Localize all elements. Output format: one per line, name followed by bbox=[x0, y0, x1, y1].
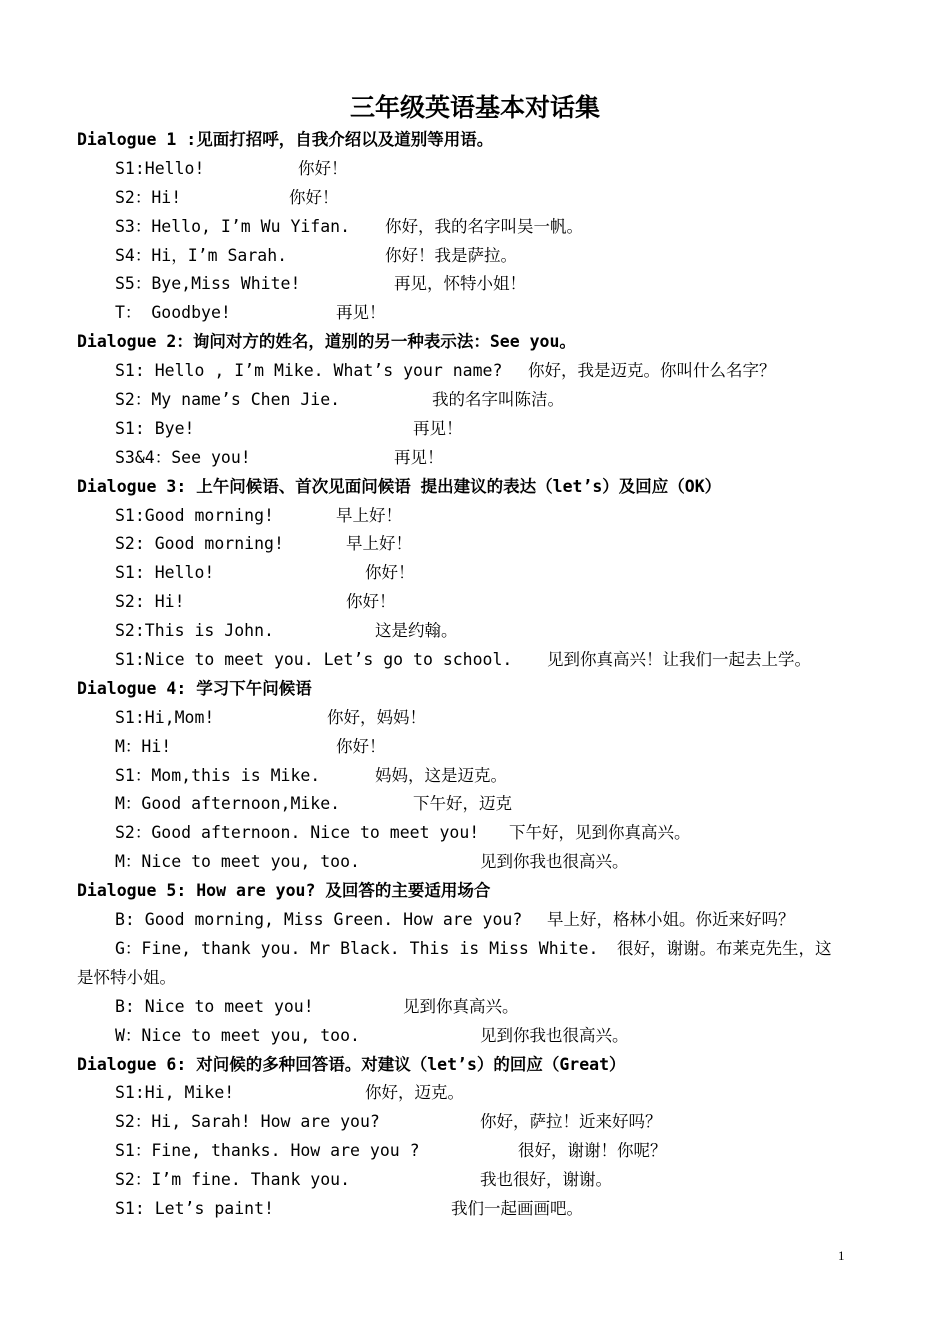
dialogue-line bbox=[77, 704, 877, 733]
dialogue-line bbox=[77, 733, 877, 762]
english-text: M：Good afternoon,Mike. bbox=[115, 794, 341, 814]
chinese-text-continued: 是怀特小姐。 bbox=[77, 967, 176, 987]
dialogue-line bbox=[77, 1166, 877, 1195]
english-text: S2: Hi! bbox=[115, 592, 185, 612]
chinese-text: 你好！我是萨拉。 bbox=[385, 245, 517, 265]
dialogue-line bbox=[77, 386, 877, 415]
dialogue-heading: Dialogue 3: 上午问候语、首次见面问候语 提出建议的表达（let’s）及回应（OK） bbox=[77, 476, 722, 496]
dialogue-heading: Dialogue 4: 学习下午问候语 bbox=[77, 678, 312, 698]
dialogue-line bbox=[77, 762, 877, 791]
english-text: M：Nice to meet you, too. bbox=[115, 852, 360, 872]
chinese-text: 这是约翰。 bbox=[375, 621, 458, 641]
dialogue-line bbox=[77, 1079, 877, 1108]
dialogue-line bbox=[77, 906, 877, 935]
chinese-text: 早上好！ bbox=[336, 505, 402, 525]
dialogue-line bbox=[77, 790, 877, 819]
page-title: 三年级英语基本对话集 bbox=[349, 93, 600, 122]
dialogue-line bbox=[77, 502, 877, 531]
chinese-text: 你好，萨拉！近来好吗？ bbox=[480, 1112, 662, 1132]
chinese-text: 你好！ bbox=[365, 563, 415, 583]
english-text: S1:Hi, Mike! bbox=[115, 1083, 235, 1103]
english-text: G：Fine, thank you. Mr Black. This is Miss White. bbox=[115, 938, 599, 958]
dialogue-line bbox=[77, 530, 877, 559]
dialogue-heading: Dialogue 1 :见面打招呼，自我介绍以及道别等用语。 bbox=[77, 130, 494, 149]
chinese-text: 你好，我的名字叫吴一帆。 bbox=[385, 216, 583, 236]
chinese-text: 你好，我是迈克。你叫什么名字？ bbox=[528, 361, 776, 381]
chinese-text: 见到你真高兴！让我们一起去上学。 bbox=[547, 650, 811, 670]
chinese-text: 早上好，格林小姐。你近来好吗？ bbox=[547, 910, 795, 930]
dialogue-line bbox=[77, 819, 877, 848]
dialogue-line bbox=[77, 588, 877, 617]
dialogue-heading: Dialogue 2：询问对方的姓名，道别的另一种表示法：See you。 bbox=[77, 332, 576, 352]
english-text: S1: Hello! bbox=[115, 563, 215, 583]
english-text: S1: Hello , I’m Mike. What’s your name? bbox=[115, 361, 503, 381]
chinese-text: 你好！ bbox=[346, 592, 396, 612]
chinese-text: 妈妈，这是迈克。 bbox=[375, 765, 507, 785]
chinese-text: 再见！ bbox=[336, 303, 386, 323]
english-text: T： Goodbye! bbox=[115, 303, 231, 323]
english-text: S2: Good morning! bbox=[115, 534, 284, 554]
english-text: S3：Hello, I’m Wu Yifan. bbox=[115, 216, 351, 236]
dialogue-heading: Dialogue 6: 对问候的多种回答语。对建议（let’s）的回应（Great） bbox=[77, 1054, 626, 1074]
english-text: W：Nice to meet you, too. bbox=[115, 1025, 360, 1045]
chinese-text: 见到你真高兴。 bbox=[403, 996, 519, 1016]
dialogue-line bbox=[77, 559, 877, 588]
dialogue-line bbox=[77, 299, 877, 328]
english-text: S2：Hi! bbox=[115, 187, 182, 207]
chinese-text: 你好！ bbox=[289, 187, 339, 207]
dialogue-line bbox=[77, 270, 877, 299]
dialogue-line bbox=[77, 184, 877, 213]
chinese-text: 早上好！ bbox=[346, 534, 412, 554]
english-text: S4：Hi，I’m Sarah. bbox=[115, 245, 288, 265]
dialogue-line bbox=[77, 1137, 877, 1166]
chinese-text: 再见！ bbox=[394, 447, 444, 467]
chinese-text: 你好，妈妈！ bbox=[327, 707, 426, 727]
chinese-text: 见到你我也很高兴。 bbox=[480, 852, 629, 872]
chinese-text: 我的名字叫陈洁。 bbox=[432, 390, 564, 410]
chinese-text: 你好！ bbox=[298, 158, 348, 178]
dialogue-line bbox=[77, 213, 877, 242]
dialogue-line bbox=[77, 848, 877, 877]
dialogue-heading: Dialogue 5: How are you? 及回答的主要适用场合 bbox=[77, 881, 491, 901]
dialogue-line bbox=[77, 155, 877, 184]
english-text: B: Nice to meet you! bbox=[115, 996, 314, 1016]
chinese-text: 很好，谢谢！你呢？ bbox=[518, 1141, 667, 1161]
dialogue-line-wrapped bbox=[77, 935, 877, 993]
dialogue-line bbox=[77, 444, 877, 473]
english-text: S1:Nice to meet you. Let’s go to school. bbox=[115, 650, 513, 670]
dialogue-line bbox=[77, 1195, 877, 1224]
english-text: S1：Mom,this is Mike. bbox=[115, 765, 321, 785]
english-text: S1：Fine, thanks. How are you ? bbox=[115, 1141, 420, 1161]
dialogue-content bbox=[77, 126, 877, 1224]
english-text: S1: Bye! bbox=[115, 418, 195, 438]
chinese-text: 很好，谢谢。布莱克先生，这 bbox=[617, 938, 832, 958]
chinese-text: 下午好，见到你真高兴。 bbox=[509, 823, 691, 843]
dialogue-line bbox=[77, 1108, 877, 1137]
chinese-text: 你好，迈克。 bbox=[365, 1083, 464, 1103]
chinese-text: 你好！ bbox=[336, 736, 386, 756]
dialogue-line bbox=[77, 646, 877, 675]
english-text: S1:Hello! bbox=[115, 158, 205, 178]
dialogue-line bbox=[77, 415, 877, 444]
chinese-text: 见到你我也很高兴。 bbox=[480, 1025, 629, 1045]
english-text: S2：My name’s Chen Jie. bbox=[115, 390, 341, 410]
english-text: S1:Hi,Mom! bbox=[115, 707, 215, 727]
english-text: M：Hi! bbox=[115, 736, 172, 756]
english-text: S5：Bye,Miss White! bbox=[115, 274, 301, 294]
english-text: S2：Good afternoon. Nice to meet you! bbox=[115, 823, 480, 843]
english-text: S1:Good morning! bbox=[115, 505, 274, 525]
english-text: S3&4：See you! bbox=[115, 447, 251, 467]
page-number: 1 bbox=[838, 1248, 845, 1263]
chinese-text: 再见！ bbox=[413, 418, 463, 438]
english-text: B: Good morning, Miss Green. How are you? bbox=[115, 910, 523, 930]
english-text: S2:This is John. bbox=[115, 621, 274, 641]
english-text: S2：Hi, Sarah! How are you? bbox=[115, 1112, 380, 1132]
dialogue-line bbox=[77, 993, 877, 1022]
dialogue-line bbox=[77, 357, 877, 386]
chinese-text: 下午好，迈克 bbox=[413, 794, 512, 814]
chinese-text: 再见，怀特小姐！ bbox=[394, 274, 526, 294]
chinese-text: 我也很好，谢谢。 bbox=[480, 1170, 612, 1190]
dialogue-line bbox=[77, 1022, 877, 1051]
english-text: S2：I’m fine. Thank you. bbox=[115, 1170, 351, 1190]
dialogue-line bbox=[77, 242, 877, 271]
english-text: S1: Let’s paint! bbox=[115, 1198, 274, 1218]
dialogue-line bbox=[77, 617, 877, 646]
chinese-text: 我们一起画画吧。 bbox=[451, 1198, 583, 1218]
